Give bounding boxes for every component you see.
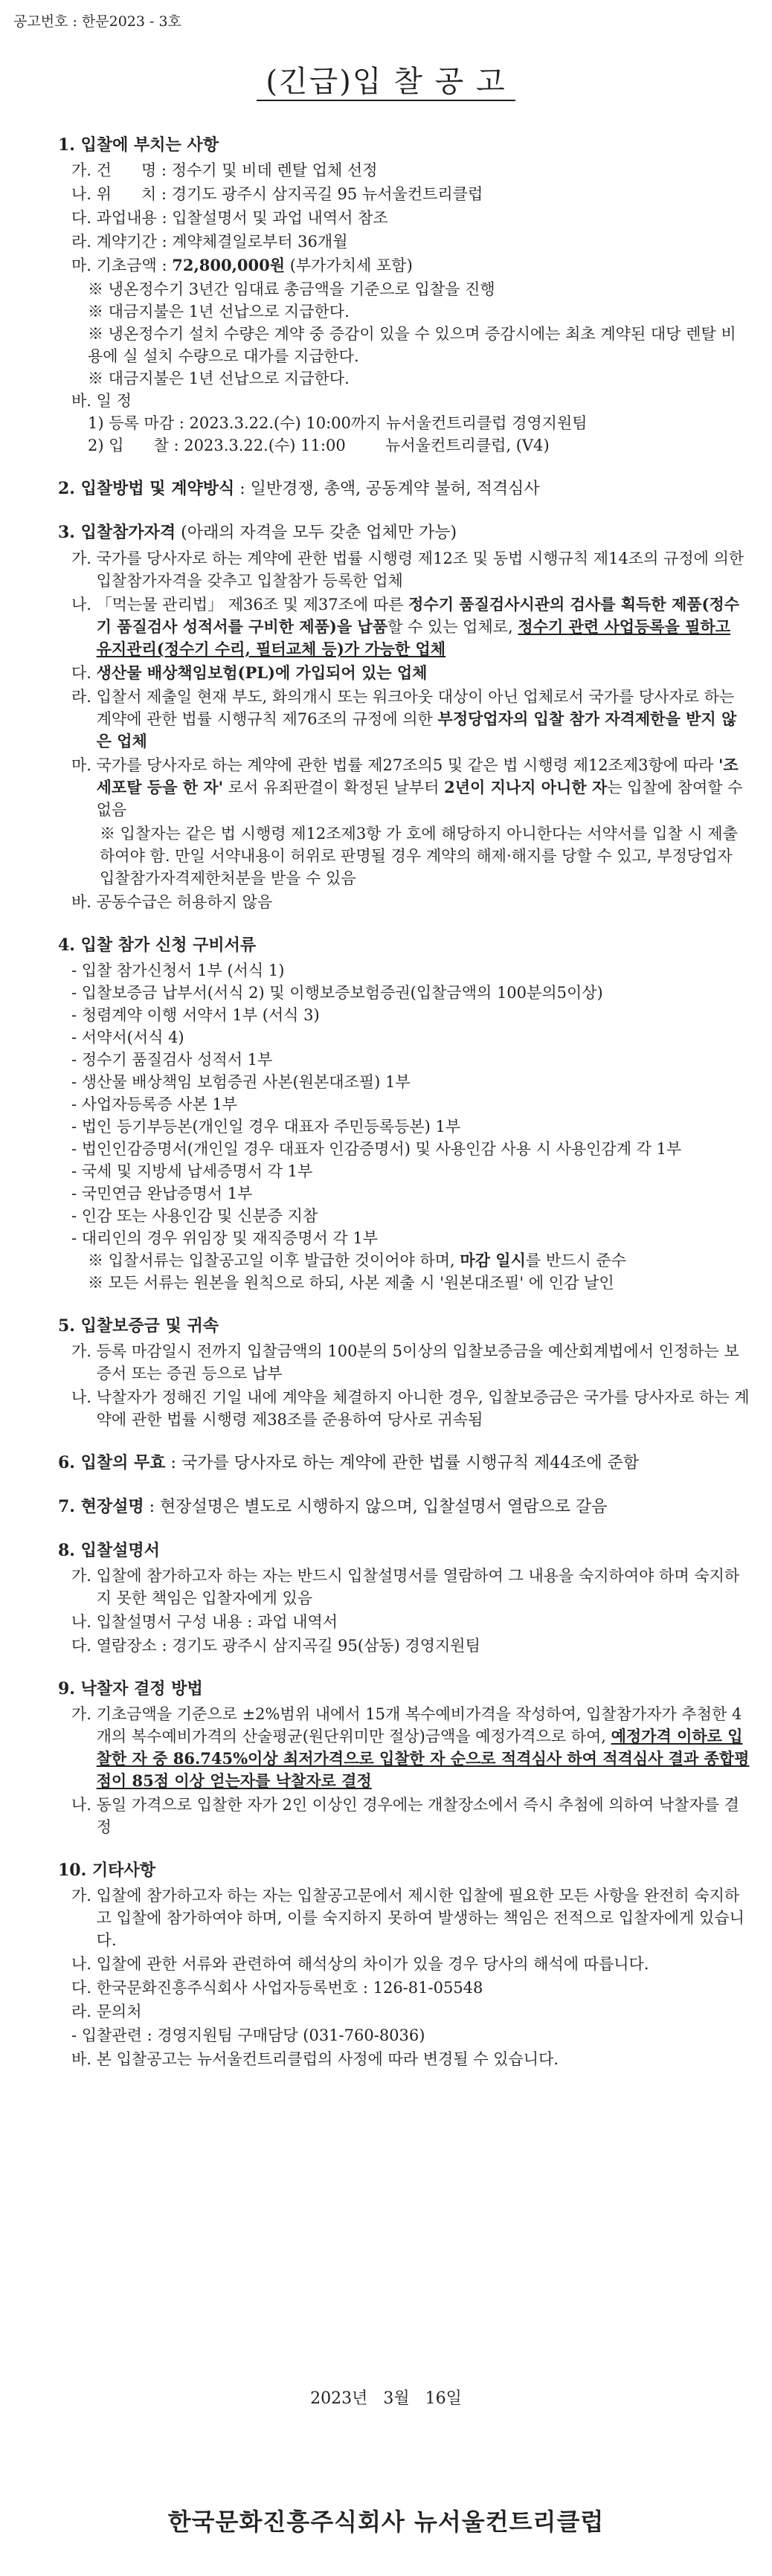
page-title: (긴급)입 찰 공 고: [266, 65, 506, 99]
list-item: 나. 위 치 : 경기도 광주시 삼지곡길 95 뉴서울컨트리클럽: [71, 185, 483, 203]
schedule-item: 1) 등록 마감 : 2023.3.22.(수) 10:00까지 뉴서울컨트리클럽 경영지원팀: [88, 414, 588, 432]
list-item: 가. 등록 마감일시 전까지 입찰금액의 100분의 5이상의 입찰보증금을 예산회계법에서 인정하는 보증서 또는 증권 등으로 납부: [71, 1342, 739, 1382]
announcement-body: [58, 134, 750, 2072]
document-item: - 법인 등기부등본(개인일 경우 대표자 주민등록등본) 1부: [71, 1118, 461, 1136]
document-item: - 국민연금 완납증명서 1부: [71, 1185, 253, 1202]
section-9-heading: 9. 낙찰자 결정 방법: [58, 1679, 203, 1698]
section-2-heading: 2. 입찰방법 및 계약방식 : 일반경쟁, 총액, 공동계약 불허, 적격심사: [58, 479, 540, 498]
document-item: - 법인인감증명서(개인일 경우 대표자 인감증명서) 및 사용인감 사용 시 사용인감계 각 1부: [71, 1140, 682, 1158]
list-item: 다. 과업내용 : 입찰설명서 및 과업 내역서 참조: [71, 209, 388, 227]
list-item: 가. 국가를 당사자로 하는 계약에 관한 법률 시행령 제12조 및 동법 시행규칙 제14조의 규정에 의한 입찰참가자격을 갖추고 입찰참가 등록한 업체: [71, 550, 744, 590]
list-item: 나. 낙찰자가 정해진 기일 내에 계약을 체결하지 아니한 경우, 입찰보증금은 국가를 당사자로 하는 계약에 관한 법률 시행령 제38조를 준용하여 당사로 귀속됨: [71, 1388, 750, 1429]
list-item: 나. 입찰설명서 구성 내용 : 과업 내역서: [71, 1613, 338, 1631]
list-item: 다. 생산물 배상책임보험(PL)에 가입되어 있는 업체: [71, 663, 428, 682]
list-item: 가. 기초금액을 기준으로 ±2%범위 내에서 15개 복수예비가격을 작성하여, 입찰참가자가 추첨한 4개의 복수예비가격의 산술평균(원단위미만 절상)금액을 예정가격으로 하여, 예정가격 이하로 입찰한 자 중 86.745%이상 최저가격으로 입찰한 자 순으로 적격심사 하여 적격심사 결과 종합평점이 85점 이상 얻는자를 낙찰자로 결정: [71, 1705, 750, 1790]
note: ※ 입찰서류는 입찰공고일 이후 발급한 것이어야 하며, 마감 일시를 반드시 준수: [88, 1251, 626, 1269]
list-item: 라. 문의처: [71, 2003, 142, 2020]
document-item: - 입찰보증금 납부서(서식 2) 및 이행보증보험증권(입찰금액의 100분의5이상): [71, 984, 603, 1002]
list-item: 다. 한국문화진흥주식회사 사업자등록번호 : 126-81-05548: [71, 1979, 483, 1997]
contact-line: - 입찰관련 : 경영지원팀 구매담당 (031-760-8036): [71, 2026, 425, 2044]
document-item: - 사업자등록증 사본 1부: [71, 1095, 238, 1113]
note: ※ 대금지불은 1년 선납으로 지급한다.: [88, 370, 350, 387]
section-8-heading: 8. 입찰설명서: [58, 1541, 160, 1560]
list-item: 라. 입찰서 제출일 현재 부도, 화의개시 또는 워크아웃 대상이 아닌 업체로서 국가를 당사자로 하는 계약에 관한 법률 시행규칙 제76조의 규정에 의한 부정당업자의 입찰 참가 자격제한을 받지 않은 업체: [71, 688, 737, 750]
document-item: - 인감 또는 사용인감 및 신분증 지참: [71, 1207, 318, 1225]
document-item: - 대리인의 경우 위임장 및 재직증명서 각 1부: [71, 1229, 379, 1247]
list-item: 나. 입찰에 관한 서류와 관련하여 해석상의 차이가 있을 경우 당사의 해석에 따릅니다.: [71, 1955, 649, 1973]
base-price-amount: 72,800,000원: [172, 256, 286, 274]
document-item: - 정수기 품질검사 성적서 1부: [71, 1051, 273, 1069]
organization-name: 한국문화진흥주식회사 뉴서울컨트리클럽: [167, 2508, 605, 2536]
announcement-number: 공고번호 : 한문2023 - 3호: [13, 13, 181, 30]
section-3-heading: 3. 입찰참가자격 (아래의 자격을 모두 갖춘 업체만 가능): [58, 523, 457, 542]
list-item: 가. 건 명 : 정수기 및 비데 렌탈 업체 선정: [71, 161, 378, 179]
document-item: - 청렴계약 이행 서약서 1부 (서식 3): [71, 1006, 320, 1024]
title-underline: [257, 100, 515, 101]
list-item: 라. 계약기간 : 계약체결일로부터 36개월: [71, 233, 348, 251]
announcement-date: 2023년 3월 16일: [310, 2389, 462, 2408]
section-7-heading: 7. 현장설명 : 현장설명은 별도로 시행하지 않으며, 입찰설명서 열람으로 갈음: [58, 1497, 608, 1516]
list-item: 나. 「먹는물 관리법」 제36조 및 제37조에 따른 정수기 품질검사시관의 검사를 획득한 제품(정수기 품질검사 성적서를 구비한 제품)을 납품할 수 있는 업체로, 정수기 관련 사업등록을 필하고 유지관리(정수기 수리, 필터교체 등)가 가능한 업체: [71, 595, 740, 658]
base-price-row: 마. 기초금액 : 72,800,000원 (부가가치세 포함): [71, 256, 413, 274]
document-item: - 생산물 배상책임 보험증권 사본(원본대조필) 1부: [71, 1073, 411, 1091]
list-item: 가. 입찰에 참가하고자 하는 자는 입찰공고문에서 제시한 입찰에 필요한 모든 사항을 완전히 숙지하고 입찰에 참가하여야 하며, 이를 숙지하지 못하여 발생하는 책임은 전적으로 입찰자에게 있습니다.: [71, 1887, 744, 1949]
schedule-label: 바. 일 정: [71, 392, 132, 410]
list-item: 다. 열람장소 : 경기도 광주시 삼지곡길 95(삼동) 경영지원팀: [71, 1637, 480, 1655]
section-4-heading: 4. 입찰 참가 신청 구비서류: [58, 936, 257, 955]
list-item: 나. 동일 가격으로 입찰한 자가 2인 이상인 경우에는 개찰장소에서 즉시 추첨에 의하여 낙찰자를 결정: [71, 1796, 739, 1836]
schedule-item: 2) 입 찰 : 2023.3.22.(수) 11:00 뉴서울컨트리클럽, (V4): [88, 437, 550, 454]
note: ※ 대금지불은 1년 선납으로 지급한다.: [88, 303, 350, 321]
note: ※ 입찰자는 같은 법 시행령 제12조제3항 가 호에 해당하지 아니한다는 서약서를 입찰 시 제출하여야 함. 만일 서약내용이 허위로 판명될 경우 계약의 해제·해지를 당할 수 있고, 부정당업자 입찰참가자격제한처분을 받을 수 있음: [100, 825, 738, 887]
note: ※ 냉온정수기 설치 수량은 계약 중 증감이 있을 수 있으며 증감시에는 최초 계약된 대당 렌탈 비용에 실 설치 수량으로 대가를 지급한다.: [88, 325, 736, 365]
note: ※ 모든 서류는 원본을 원칙으로 하되, 사본 제출 시 '원본대조필' 에 인감 날인: [88, 1274, 614, 1292]
list-item: 마. 국가를 당사자로 하는 계약에 관한 법률 제27조의5 및 같은 법 시행령 제12조제3항에 따라 '조세포탈 등을 한 자' 로서 유죄판결이 확정된 날부터 2년이 지나지 아니한 자는 입찰에 참여할 수 없음: [71, 756, 743, 819]
list-item: 바. 공동수급은 허용하지 않음: [71, 893, 273, 911]
note: ※ 냉온정수기 3년간 임대료 총금액을 기준으로 입찰을 진행: [88, 280, 495, 298]
document-item: - 입찰 참가신청서 1부 (서식 1): [71, 962, 285, 979]
list-item: 가. 입찰에 참가하고자 하는 자는 반드시 입찰설명서를 열람하여 그 내용을 숙지하여야 하며 숙지하지 못한 책임은 입찰자에게 있음: [71, 1567, 740, 1607]
document-item: - 서약서(서식 4): [71, 1028, 184, 1046]
document-item: - 국세 및 지방세 납세증명서 각 1부: [71, 1162, 313, 1180]
list-item: 바. 본 입찰공고는 뉴서울컨트리클럽의 사정에 따라 변경될 수 있습니다.: [71, 2050, 559, 2068]
section-5-heading: 5. 입찰보증금 및 귀속: [58, 1316, 219, 1336]
section-1-heading: 1. 입찰에 부치는 사항: [58, 135, 219, 155]
section-10-heading: 10. 기타사항: [58, 1861, 155, 1880]
section-6-heading: 6. 입찰의 무효 : 국가를 당사자로 하는 계약에 관한 법률 시행규칙 제44조에 준함: [58, 1453, 640, 1472]
